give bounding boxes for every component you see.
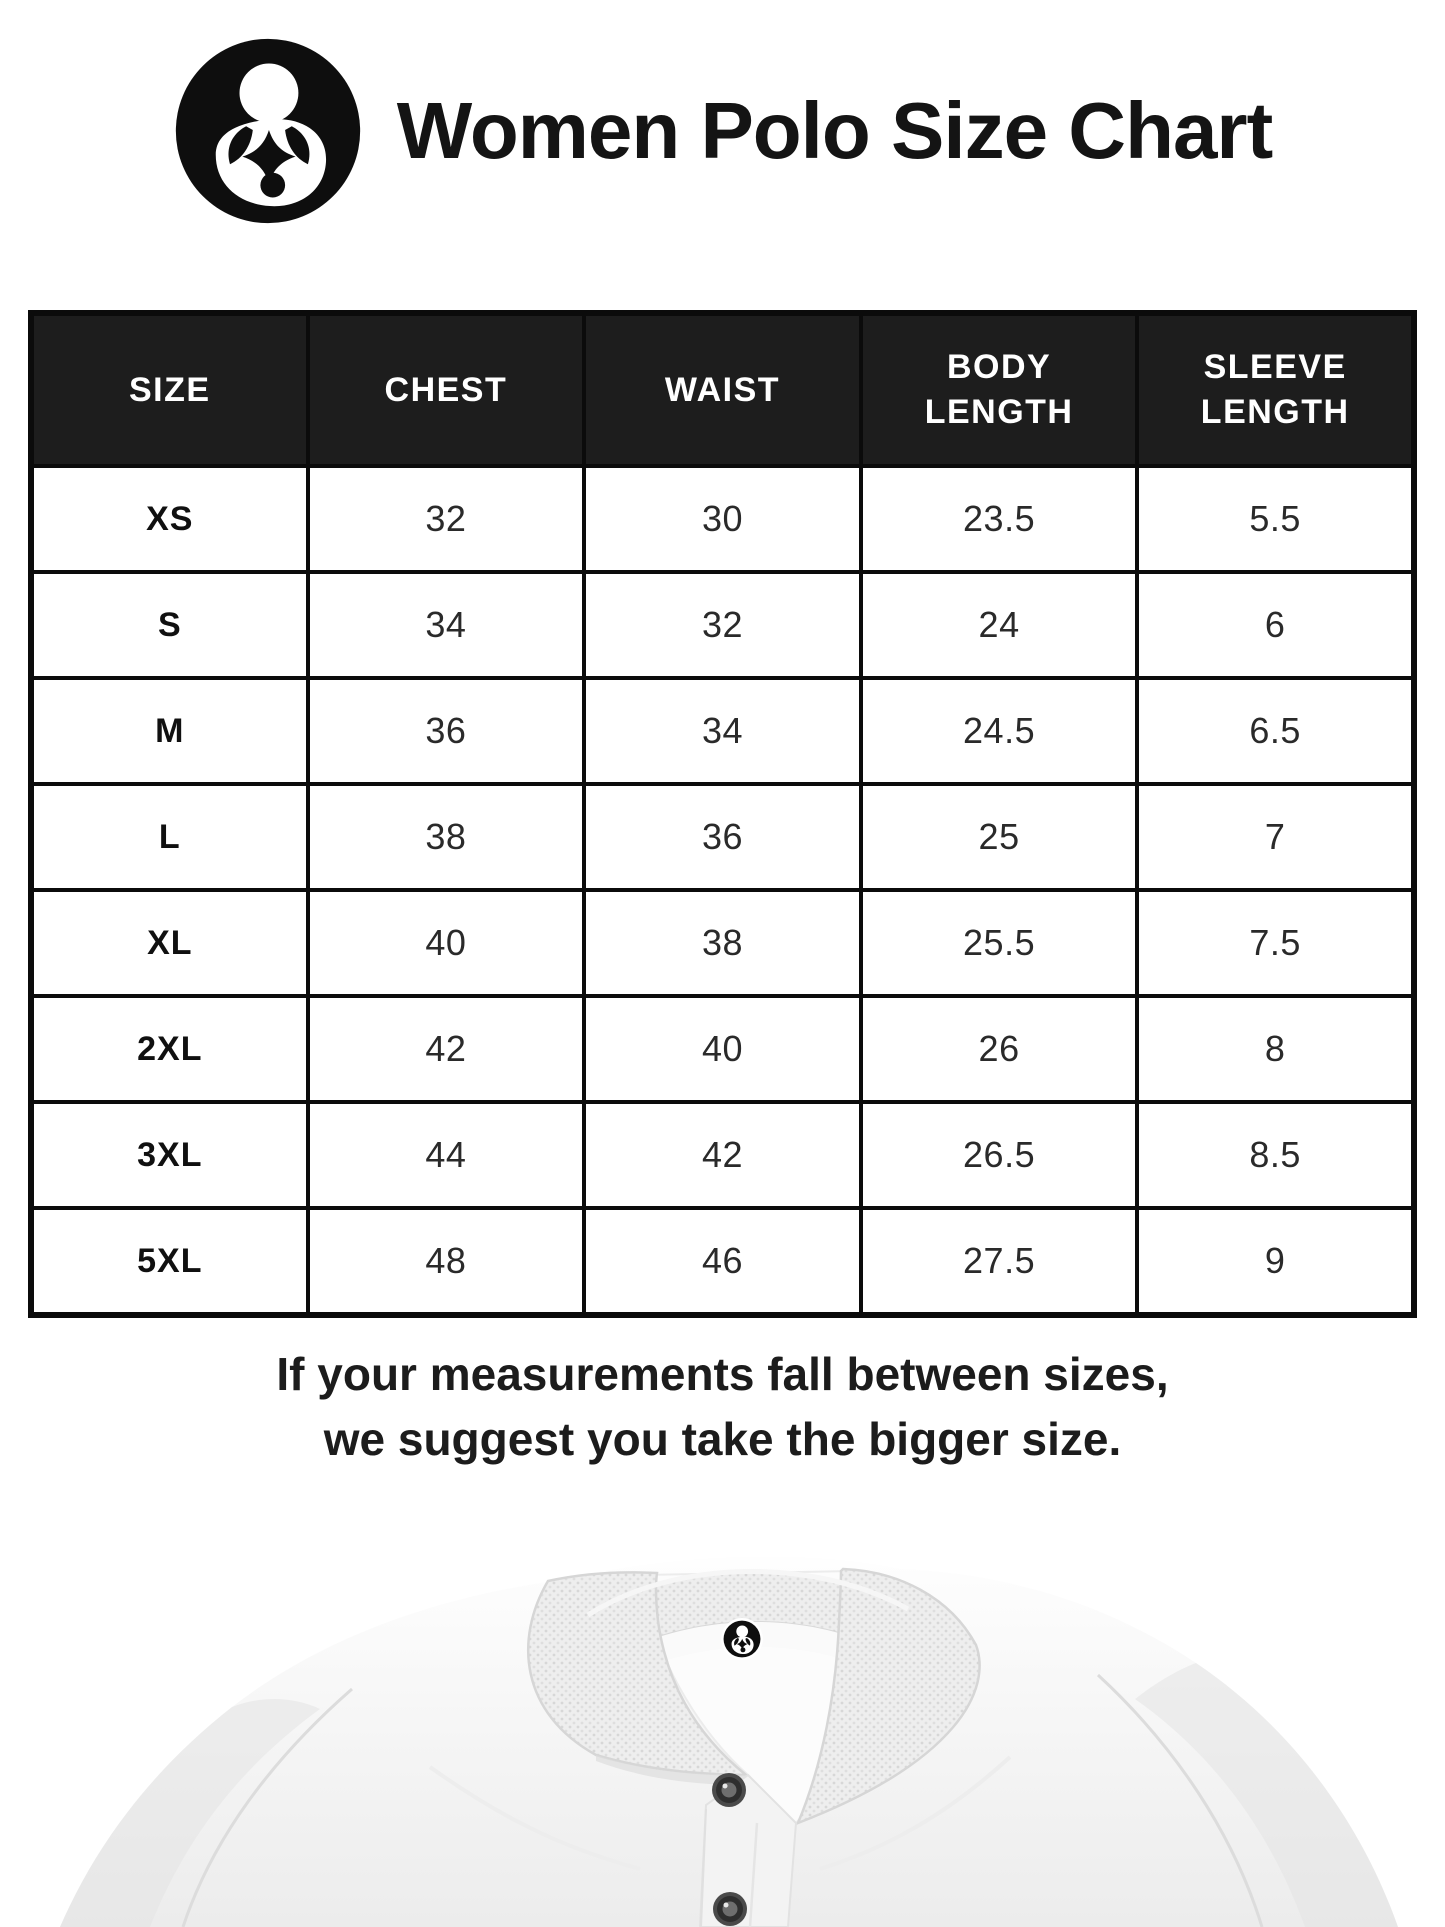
table-row-l — [31, 784, 1414, 890]
size-cell: 2XL — [31, 996, 308, 1102]
table-header-row — [31, 313, 1414, 466]
chest-cell: 34 — [308, 572, 585, 678]
table-row-2xl — [31, 996, 1414, 1102]
size-chart-table — [28, 310, 1417, 1318]
waist-cell: 46 — [584, 1208, 861, 1315]
chest-cell: 44 — [308, 1102, 585, 1208]
body-length-cell: 26.5 — [861, 1102, 1138, 1208]
table-row-xs — [31, 466, 1414, 572]
waist-cell: 32 — [584, 572, 861, 678]
waist-cell: 38 — [584, 890, 861, 996]
size-cell: M — [31, 678, 308, 784]
chest-cell: 42 — [308, 996, 585, 1102]
column-header-waist: WAIST — [584, 313, 861, 466]
sleeve-length-cell: 9 — [1137, 1208, 1414, 1315]
polo-button-bottom — [713, 1892, 747, 1926]
waist-cell: 42 — [584, 1102, 861, 1208]
sizing-note-line-2: we suggest you take the bigger size. — [323, 1413, 1122, 1466]
page-header — [0, 36, 1445, 226]
column-header-chest: CHEST — [308, 313, 585, 466]
waist-cell: 34 — [584, 678, 861, 784]
body-length-cell: 27.5 — [861, 1208, 1138, 1315]
size-cell: L — [31, 784, 308, 890]
size-cell: XL — [31, 890, 308, 996]
table-row-3xl — [31, 1102, 1414, 1208]
table-row-s — [31, 572, 1414, 678]
column-header-body-length: BODY LENGTH — [861, 313, 1138, 466]
waist-cell: 36 — [584, 784, 861, 890]
chest-cell: 40 — [308, 890, 585, 996]
table-row-xl — [31, 890, 1414, 996]
body-length-cell: 25 — [861, 784, 1138, 890]
size-cell: 3XL — [31, 1102, 308, 1208]
sleeve-length-cell: 8 — [1137, 996, 1414, 1102]
body-length-cell: 26 — [861, 996, 1138, 1102]
chest-cell: 32 — [308, 466, 585, 572]
body-length-cell: 24.5 — [861, 678, 1138, 784]
size-cell: XS — [31, 466, 308, 572]
size-cell: S — [31, 572, 308, 678]
column-header-sleeve-length: SLEEVE LENGTH — [1137, 313, 1414, 466]
sleeve-length-cell: 5.5 — [1137, 466, 1414, 572]
chest-cell: 36 — [308, 678, 585, 784]
body-length-cell: 24 — [861, 572, 1138, 678]
sleeve-length-cell: 6 — [1137, 572, 1414, 678]
sleeve-length-cell: 6.5 — [1137, 678, 1414, 784]
sizing-note — [0, 1342, 1445, 1473]
sleeve-length-cell: 8.5 — [1137, 1102, 1414, 1208]
chest-cell: 38 — [308, 784, 585, 890]
sleeve-length-cell: 7 — [1137, 784, 1414, 890]
waist-cell: 40 — [584, 996, 861, 1102]
waist-cell: 30 — [584, 466, 861, 572]
table-row-5xl — [31, 1208, 1414, 1315]
sizing-note-line-1: If your measurements fall between sizes, — [276, 1348, 1169, 1400]
collar-brand-tag — [721, 1618, 763, 1660]
column-header-size: SIZE — [31, 313, 308, 466]
polo-shirt-photo — [0, 1517, 1445, 1927]
body-length-cell: 23.5 — [861, 466, 1138, 572]
page-title: Women Polo Size Chart — [396, 86, 1273, 175]
sleeve-length-cell: 7.5 — [1137, 890, 1414, 996]
polo-shirt-illustration — [0, 1517, 1445, 1927]
brand-logo-icon — [173, 36, 363, 226]
body-length-cell: 25.5 — [861, 890, 1138, 996]
chest-cell: 48 — [308, 1208, 585, 1315]
table-row-m — [31, 678, 1414, 784]
polo-button-top — [712, 1773, 746, 1807]
size-cell: 5XL — [31, 1208, 308, 1315]
